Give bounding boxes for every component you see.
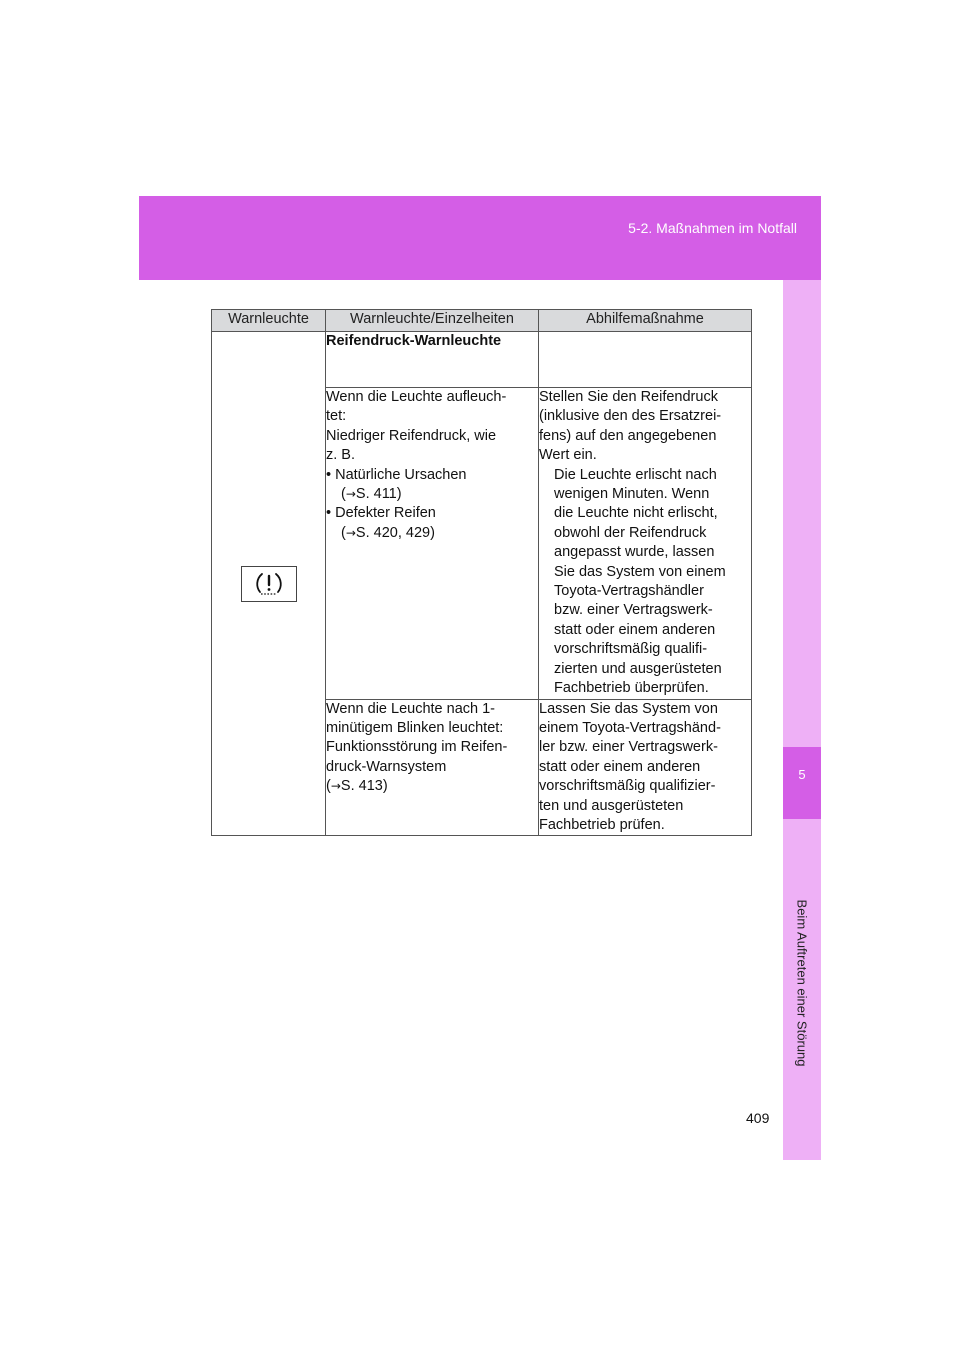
column-header-remedy: Abhilfemaßnahme — [539, 310, 752, 332]
remedy-line: fens) auf den angegebenen — [539, 427, 717, 444]
detail-cell-system-malfunction — [326, 699, 539, 836]
remedy-line: ler bzw. einer Vertragswerk- — [539, 739, 718, 756]
chapter-label: Beim Auftreten einer Störung — [794, 899, 810, 1067]
page-reference-text: S. 413) — [340, 778, 388, 795]
chapter-number-box — [783, 747, 821, 819]
page-reference-text: S. 420, 429) — [355, 524, 435, 541]
remedy-line: Toyota-Vertragshändler — [554, 583, 704, 600]
detail-line: Funktionsstörung im Reifen- — [326, 739, 508, 756]
title-remedy-cell — [539, 332, 752, 388]
page-reference-text: S. 411) — [355, 486, 402, 503]
remedy-line: Sie das System von einem — [554, 563, 726, 580]
header-band — [139, 196, 821, 280]
remedy-line: statt oder einem anderen — [539, 758, 701, 775]
arrow-right-icon: → — [330, 779, 341, 794]
column-header-warnleuchte: Warnleuchte — [212, 310, 326, 332]
remedy-cell-low-pressure — [539, 388, 752, 700]
remedy-line: Die Leuchte erlischt nach — [554, 466, 717, 483]
page-number: 409 — [746, 1110, 770, 1126]
detail-line: Wenn die Leuchte nach 1- — [326, 700, 496, 717]
remedy-line: statt oder einem anderen — [554, 621, 716, 638]
remedy-line: Stellen Sie den Reifendruck — [539, 389, 718, 405]
remedy-line: ten und ausgerüsteten — [539, 797, 684, 814]
detail-line: Niedriger Reifendruck, wie — [326, 427, 497, 444]
remedy-line: wenigen Minuten. Wenn — [554, 486, 710, 503]
remedy-line: Fachbetrieb überprüfen. — [554, 680, 709, 697]
table-header-row — [212, 310, 752, 332]
remedy-line: die Leuchte nicht erlischt, — [554, 505, 718, 522]
column-header-details: Warnleuchte/Einzelheiten — [326, 310, 539, 332]
remedy-line: bzw. einer Vertragswerk- — [554, 602, 713, 619]
remedy-line: vorschriftsmäßig qualifizier- — [539, 778, 716, 795]
remedy-cell-system-malfunction — [539, 699, 752, 836]
tire-pressure-warning-icon — [241, 566, 297, 602]
remedy-line: Lassen Sie das System von — [539, 700, 718, 717]
detail-line: tet: — [326, 408, 347, 425]
remedy-line: zierten und ausgerüsteten — [554, 660, 722, 677]
page-reference: (→S. 411) — [341, 486, 402, 503]
side-tab — [783, 280, 821, 1160]
arrow-right-icon: → — [345, 525, 356, 540]
detail-line: • Natürliche Ursachen — [326, 466, 467, 483]
detail-line: Wenn die Leuchte aufleuch- — [326, 389, 507, 405]
page-reference: (→S. 420, 429) — [341, 524, 435, 541]
remedy-line: vorschriftsmäßig qualifi- — [554, 641, 708, 658]
detail-cell-low-pressure — [326, 388, 539, 700]
detail-line: z. B. — [326, 447, 356, 464]
remedy-line: Wert ein. — [539, 447, 597, 464]
table-row — [212, 332, 752, 388]
remedy-line: obwohl der Reifendruck — [554, 524, 707, 541]
section-title: 5-2. Maßnahmen im Notfall — [628, 220, 797, 236]
remedy-line: einem Toyota-Vertragshänd- — [539, 719, 721, 736]
icon-cell — [212, 332, 326, 836]
remedy-line: angepasst wurde, lassen — [554, 544, 715, 561]
warning-title: Reifendruck-Warnleuchte — [326, 332, 539, 388]
warning-light-table — [211, 309, 752, 836]
detail-line: druck-Warnsystem — [326, 758, 447, 775]
detail-line: • Defekter Reifen — [326, 505, 436, 522]
remedy-line: (inklusive den des Ersatzrei- — [539, 408, 722, 425]
arrow-right-icon: → — [345, 487, 356, 502]
detail-line: minütigem Blinken leuchtet: — [326, 719, 504, 736]
page-reference: (→S. 413) — [326, 778, 388, 795]
chapter-number: 5 — [798, 767, 806, 782]
remedy-line: Fachbetrieb prüfen. — [539, 816, 665, 833]
